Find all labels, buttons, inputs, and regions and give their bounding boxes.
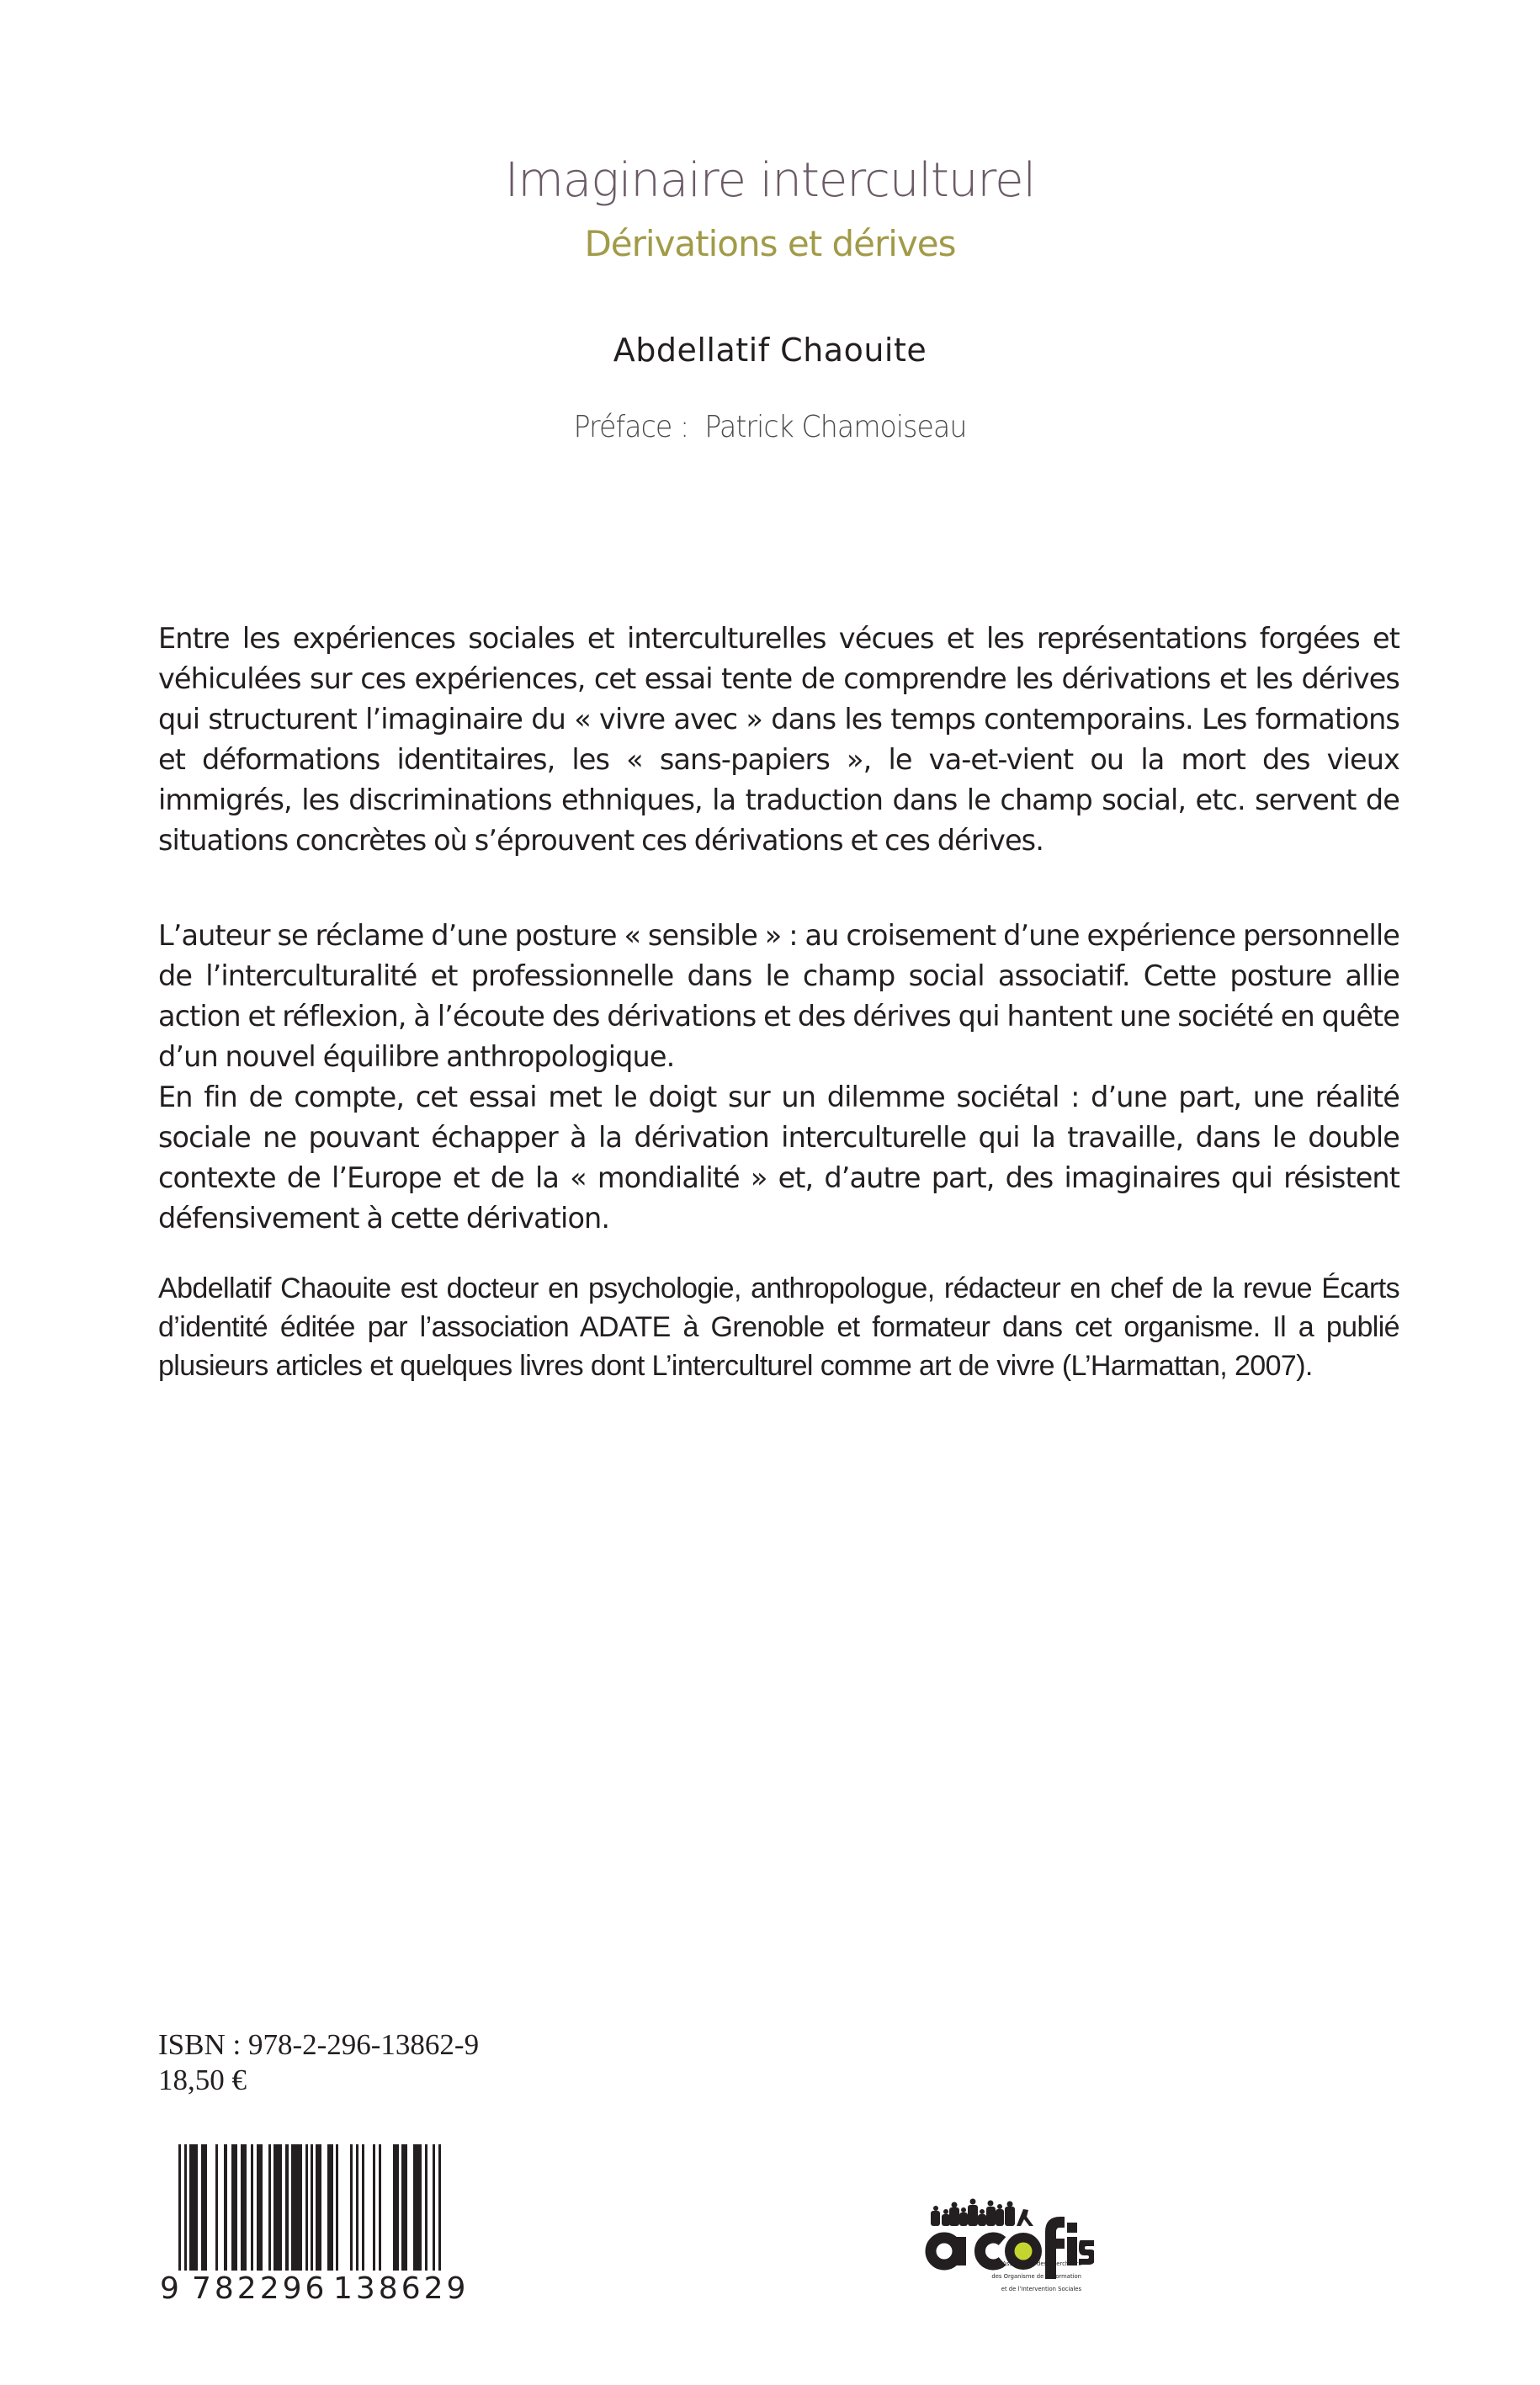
logo-caption-line-3: et de l’Intervention Sociales (1001, 2286, 1081, 2292)
summary-text-2: L’auteur se réclame d’une posture « sensible » : au croisement d’une expérience personnelle de l’interculturalité et professionnelle dans le champ social associatif. Cette posture allie action et réflexion, à l’écoute des dérivations et des dérives qui hantent une société en quête d’un nouvel équilibre anthropologique. (158, 919, 1399, 1073)
logo-caption-line-1: l’Association des Chercheurs (999, 2260, 1081, 2267)
people-silhouettes-icon (931, 2199, 1033, 2227)
summary-paragraph-2 (158, 916, 1399, 1239)
summary-paragraph-1 (158, 619, 1399, 861)
book-subtitle: Dérivations et dérives (584, 223, 956, 264)
logo-caption (892, 2258, 1081, 2296)
preface-author: Patrick Chamoiseau (704, 410, 967, 444)
acofis-logo-icon (892, 2180, 1094, 2331)
isbn: ISBN : 978-2-296-13862-9 (158, 2028, 480, 2061)
barcode-digit-first: 9 (160, 2271, 183, 2306)
logo-caption-line-2: des Organisme de la Formation (991, 2273, 1081, 2280)
book-title: Imaginaire interculturel (504, 153, 1036, 208)
barcode-digits-left: 782296 (192, 2271, 328, 2306)
author-bio-text: Abdellatif Chaouite est docteur en psychologie, anthropologue, rédacteur en chef de la revue Écarts d’identité éditée par l’association ADATE à Grenoble et formateur dans cet organisme. Il a publié plusieurs articles et quelques livres dont L’interculturel comme art de vivre (L’Harmattan, 2007). (158, 1272, 1399, 1382)
book-author: Abdellatif Chaouite (613, 332, 927, 369)
summary-text-1: Entre les expériences sociales et interculturelles vécues et les représentations forgées et véhiculées sur ces expériences, cet essai tente de comprendre les dérivations et les dérives qui structurent l’imaginaire du « vivre avec » dans les temps contemporains. Les formations et déformations identitaires, les « sans-papiers », le va-et-vient ou la mort des vieux immigrés, les discriminations ethniques, la traduction dans le champ social, etc. servent de situations concrètes où s’éprouvent ces dérivations et ces dérives. (158, 622, 1399, 857)
summary-text-3: En fin de compte, cet essai met le doigt sur un dilemme sociétal : d’une part, une réalité sociale ne pouvant échapper à la dérivation interculturelle qui la travaille, dans le double contexte de l’Europe et de la « mondialité » et, d’autre part, des imaginaires qui résistent défensivement à cette dérivation. (158, 1081, 1399, 1235)
preface-label: Préface : (573, 410, 689, 444)
price: 18,50 € (158, 2064, 247, 2096)
preface-credit (61, 404, 1479, 451)
barcode-digits-right: 138629 (333, 2271, 470, 2306)
barcode-icon (178, 2144, 465, 2271)
author-bio (158, 1269, 1399, 1385)
